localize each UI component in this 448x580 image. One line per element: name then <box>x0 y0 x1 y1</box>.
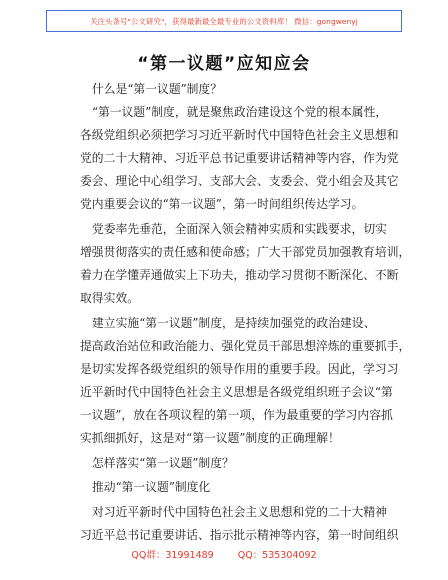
header-banner-text: 关注头条号"公文研究"，获得最新最全最专业的公文资料库！ 微信：gongwenyj <box>90 16 358 26</box>
paragraph-line: 委会、理论中心组学习、支部大会、支委会、党小组会及其它 <box>80 174 399 188</box>
paragraph-line: 实抓细抓好，这是对“第一议题”制度的正确理解！ <box>80 431 340 445</box>
paragraph-line: 习近平总书记重要讲话、指示批示精神等内容，第一时间组织 <box>80 528 399 542</box>
question-heading: 怎样落实“第一议题”制度？ <box>92 456 234 470</box>
qq-group-text: QQ群：31991489 <box>131 550 214 561</box>
qq-text: QQ：535304092 <box>237 550 317 561</box>
footer-contact <box>0 547 448 561</box>
section-heading: 推动“第一议题”制度化 <box>92 480 211 494</box>
paragraph-line: 一议题”，放在各项议程的第一项，作为最重要的学习内容抓 <box>80 408 393 422</box>
paragraph-line: “第一议题”制度，就是聚焦政治建设这个党的根本属性， <box>92 105 388 119</box>
paragraph-line: 建立实施“第一议题”制度，是持续加强党的政治建设、 <box>92 316 376 330</box>
paragraph-line: 提高政治站位和政治能力、强化党员干部思想淬炼的重要抓手， <box>80 339 411 353</box>
header-banner <box>46 10 402 32</box>
paragraph-line: 取得实效。 <box>80 291 139 305</box>
paragraph-line: 各级党组织必须把学习习近平新时代中国特色社会主义思想和 <box>80 128 399 142</box>
document-title: “第一议题”应知应会 <box>137 54 311 74</box>
paragraph-line: 增强贯彻落实的责任感和使命感；广大干部党员加强教育培训， <box>80 245 411 259</box>
paragraph-line: 着力在学懂弄通做实上下功夫，推动学习贯彻不断深化、不断 <box>80 268 399 282</box>
paragraph-line: 是切实发挥各级党组织的领导作用的重要手段。因此，学习习 <box>80 362 399 376</box>
paragraph-line: 党委率先垂范，全面深入领会精神实质和实践要求，切实 <box>92 222 387 236</box>
paragraph-line: 近平新时代中国特色社会主义思想是各级党组织班子会议“第 <box>80 385 393 399</box>
paragraph-line: 党的二十大精神、习近平总书记重要讲话精神等内容，作为党 <box>80 151 399 165</box>
paragraph-line: 对习近平新时代中国特色社会主义思想和党的二十大精神 <box>92 505 387 519</box>
question-heading: 什么是“第一议题”制度？ <box>92 82 223 96</box>
paragraph-line: 党内重要会议的“第一议题”，第一时间组织传达学习。 <box>80 197 364 211</box>
